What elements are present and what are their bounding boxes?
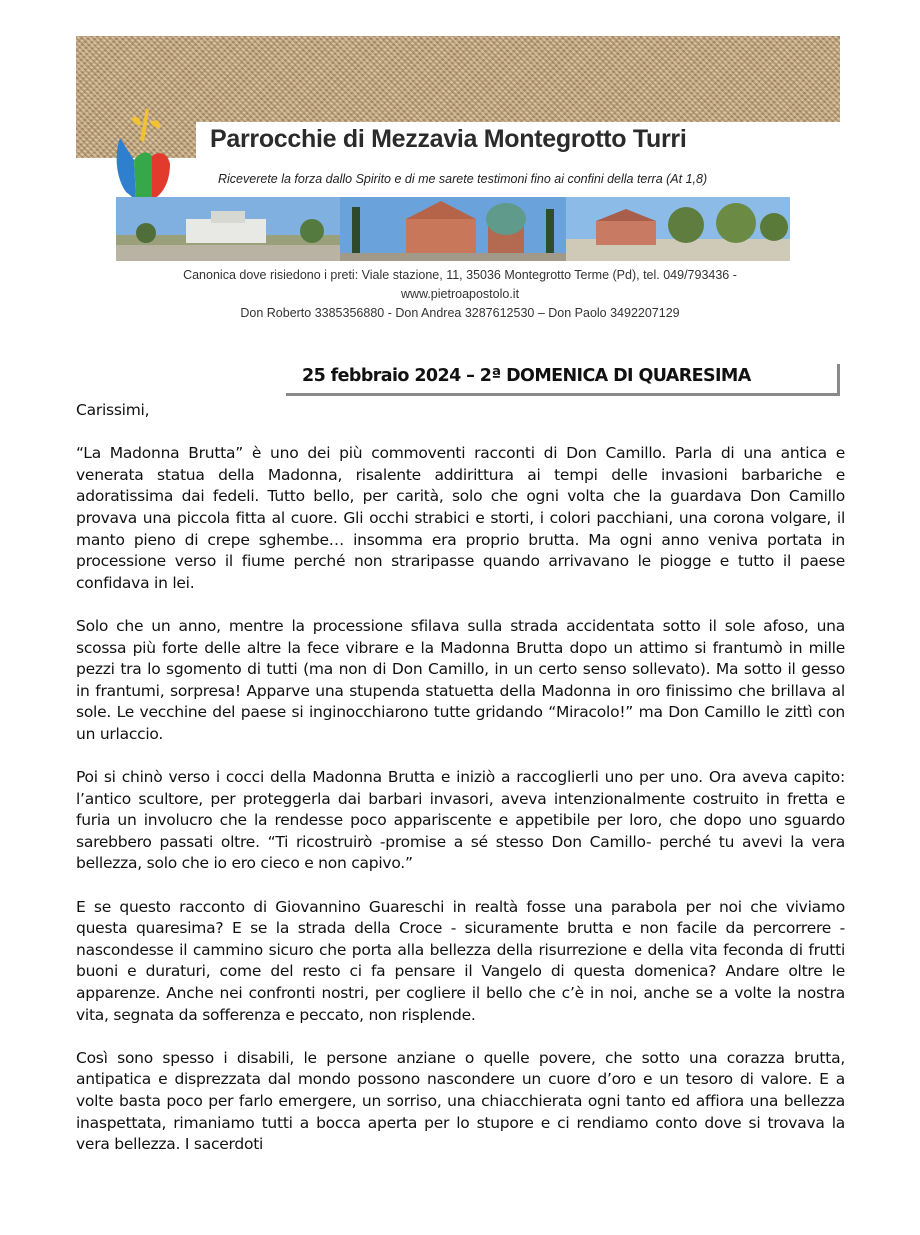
paragraph-4: E se questo racconto di Giovannino Guareschi in realtà fosse una parabola per noi che viviamo questa quaresima? E se la strada della Croce - sicuramente brutta e non facile da percorrere - nascondesse il cammino sicuro che porta alla bellezza della risurrezione e della vita feconda di frutti buoni e duraturi, come del resto ci fa pensare il Vangelo di questa domenica? Andare oltre le apparenze. Anche nei confronti nostri, per cogliere il bello che c’è in noi, anche se a volte la nostra vita, segnata da sofferenza e peccato, non risplende. xyxy=(76,897,845,1024)
paragraph-1: “La Madonna Brutta” è uno dei più commoventi racconti di Don Camillo. Parla di una antica e venerata statua della Madonna, risalente addirittura ai tempi delle invasioni barbariche e adoratissima dai fedeli. Tutto bello, per carità, solo che ogni volta che la guardava Don Camillo provava una piccola fitta al cuore. Gli occhi strabici e storti, i colori pacchiani, una corona volgare, il manto pieno di crepe sghembe… insomma era proprio brutta. Ma ogni anno veniva portata in processione verso il fiume perché non straripasse quando arrivavano le piogge e tutto il paese confidava in lei. xyxy=(76,444,845,592)
contact-address: Canonica dove risiedono i preti: Viale stazione, 11, 35036 Montegrotto Terme (Pd), tel. 049/793436 - xyxy=(183,268,737,282)
site-title: Parrocchie di Mezzavia Montegrotto Turri xyxy=(210,125,687,153)
letter-body xyxy=(76,400,845,1177)
paragraph-3: Poi si chinò verso i cocci della Madonna Brutta e iniziò a raccoglierli uno per uno. Ora aveva capito: l’antico scultore, per proteggerla dai barbari invasori, aveva intenzionalmente costruito in fretta e furia un involucro che la rendesse poco appariscente e appetibile per loro, che dopo uno sguardo sarebbero passati oltre. “Ti ricostruirò -promise a sé stesso Don Camillo- perché tu avevi la vera bellezza, solo che io ero cieco e non capivo.” xyxy=(76,768,845,873)
church-photos-strip xyxy=(116,197,790,261)
contact-block xyxy=(120,266,800,323)
greeting: Carissimi, xyxy=(76,401,150,419)
date-heading-box xyxy=(286,364,840,396)
date-heading: 25 febbraio 2024 – 2ª DOMENICA DI QUARESIMA xyxy=(302,366,751,386)
church-domed-photo xyxy=(340,197,566,261)
church-trees-photo xyxy=(566,197,790,261)
paragraph-2: Solo che un anno, mentre la processione sfilava sulla strada accidentata sotto il sole afoso, una scossa più forte delle altre la fece vibrare e la Madonna Brutta dopo un attimo si frantumò in mille pezzi tra lo sgomento di tutti (ma non di Don Camillo, in un certo senso sollevato). Ma sotto il gesso in frantumi, sorpresa! Apparve una stupenda statuetta della Madonna in oro finissimo che brillava al sole. Le vecchine del paese si inginocchiarono tutte gridando “Miracolo!” ma Don Camillo le zittì con un urlaccio. xyxy=(76,616,845,743)
parish-logo-icon xyxy=(112,100,174,210)
website-link[interactable]: www.pietroapostolo.it xyxy=(400,287,520,301)
motto: Riceverete la forza dallo Spirito e di me sarete testimoni fino ai confini della terra (At 1,8) xyxy=(218,172,708,186)
priests-phones: Don Roberto 3385356880 - Don Andrea 3287612530 – Don Paolo 3492207129 xyxy=(240,306,680,320)
paragraph-5: Così sono spesso i disabili, le persone anziane o quelle povere, che sotto una corazza brutta, antipatica e disprezzata dal mondo possono nascondere un cuore d’oro e un tesoro di valore. E a volte basta poco per farlo emergere, un sorriso, una chiacchierata ogni tanto ed affiora una bellezza inaspettata, rimaniamo tutti a bocca aperta per lo stupore e ci rendiamo conto dove si trovava la vera bellezza. I sacerdoti xyxy=(76,1048,845,1154)
church-modern-photo xyxy=(116,197,340,261)
